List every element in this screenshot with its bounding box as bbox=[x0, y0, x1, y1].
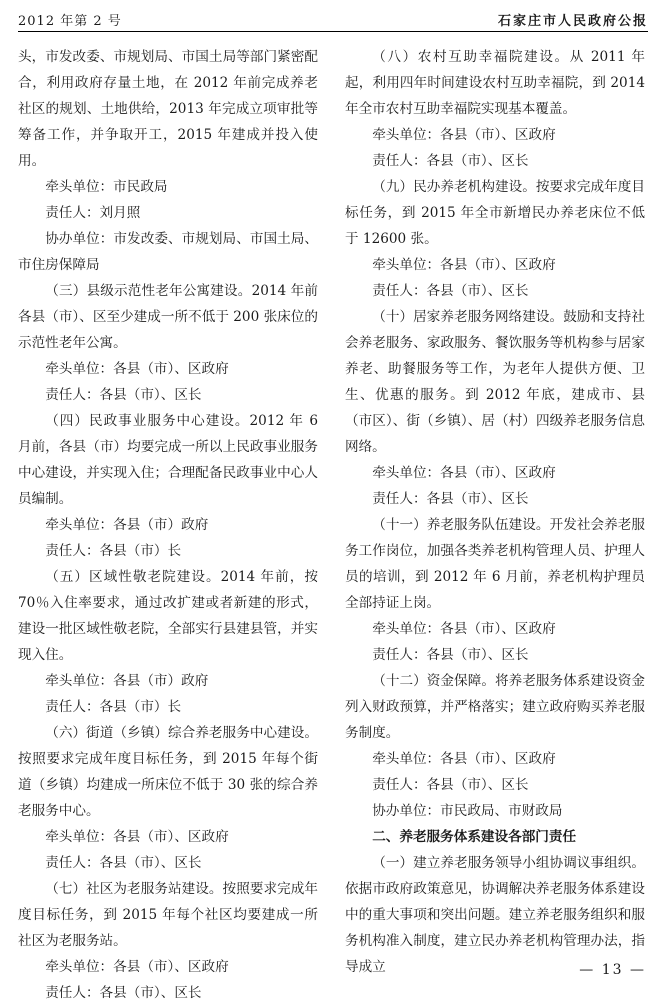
item-body: 按要求完成年度目标任务，到 2015 年全市新增民办养老床位不低于 12600 张。 bbox=[345, 179, 646, 247]
item-heading: （八）农村互助幸福院建设。 bbox=[372, 49, 570, 65]
responsible-person: 责任人：各县（市）、区长 bbox=[372, 647, 529, 663]
lead-unit: 牵头单位：各县（市）、区政府 bbox=[45, 959, 229, 975]
item-heading: （七）社区为老服务站建设。 bbox=[45, 881, 223, 897]
paragraph: 头，市发改委、市规划局、市国土局等部门紧密配合，利用政府存量土地，在 2012 年前完成养老社区的规划、土地供给，2013 年完成立项审批等筹备工作，并争取开工，2015 年建成并投入使用。 bbox=[18, 49, 318, 169]
responsible-person: 责任人：各县（市）、区长 bbox=[45, 855, 202, 871]
running-header bbox=[18, 8, 648, 30]
responsible-person: 责任人：各县（市）、区长 bbox=[372, 153, 529, 169]
lead-unit: 牵头单位：各县（市）、区政府 bbox=[372, 257, 556, 273]
paragraph bbox=[18, 720, 318, 824]
item-body: 2014 年前各县（市）、区至少建成一所不低于 200 张床位的示范性老年公寓。 bbox=[18, 283, 318, 351]
lead-unit: 牵头单位：市民政局 bbox=[45, 179, 168, 195]
responsible-person: 责任人：各县（市）、区长 bbox=[372, 283, 529, 299]
item-body: 2012 年 6 月前，各县（市）均要完成一所以上民政事业服务中心建设，并实现入住；合理配备民政事业中心人员编制。 bbox=[18, 413, 318, 507]
item-heading: （四）民政事业服务中心建设。 bbox=[45, 413, 250, 429]
lead-unit: 牵头单位：各县（市）政府 bbox=[45, 673, 209, 689]
responsible-person: 责任人：刘月照 bbox=[45, 205, 141, 221]
paragraph bbox=[345, 512, 645, 616]
item-body: 开发社会养老服务工作岗位，加强各类养老机构管理人员、护理人员的培训，到 2012 年 6 月前，养老机构护理员全部持证上岗。 bbox=[345, 517, 645, 611]
paragraph bbox=[18, 278, 318, 356]
paragraph bbox=[345, 850, 645, 980]
paragraph bbox=[345, 44, 645, 122]
item-heading: （九）民办养老机构建设。 bbox=[372, 179, 536, 195]
lead-unit: 牵头单位：各县（市）、区政府 bbox=[45, 361, 229, 377]
section-heading: 二、养老服务体系建设各部门责任 bbox=[372, 829, 577, 845]
item-body: 按照要求完成年度目标任务，到 2015 年每个街道（乡镇）均建成一所床位不低于 30 张的综合养老服务中心。 bbox=[18, 751, 318, 819]
assisting-units: 协办单位：市民政局、市财政局 bbox=[372, 803, 563, 819]
paragraph bbox=[345, 304, 645, 460]
publication-title: 石家庄市人民政府公报 bbox=[497, 14, 648, 29]
lead-unit: 牵头单位：各县（市）、区政府 bbox=[372, 127, 556, 143]
paragraph bbox=[345, 174, 645, 252]
item-heading: （一）建立养老服务领导小组协调议事组织。 bbox=[372, 855, 645, 871]
responsible-person: 责任人：各县（市）、区长 bbox=[372, 777, 529, 793]
assisting-units: 协办单位：市发改委、市规划局、市国土局、市住房保障局 bbox=[18, 231, 318, 273]
item-body: 鼓励和支持社会养老服务、家政服务、餐饮服务等机构参与居家养老、助餐服务等工作，为老年人提供方便、卫生、优惠的服务。到 2012 年底，建成市、县（市区）、街（乡镇）、居（村）四级养老服务信息网络。 bbox=[345, 309, 646, 455]
item-body: 将养老服务体系建设资金列入财政预算，并严格落实；建立政府购买养老服务制度。 bbox=[345, 673, 646, 741]
item-body: 依据市政府政策意见，协调解决养老服务体系建设中的重大事项和突出问题。建立养老服务组织和服务机构准入制度，建立民办养老机构管理办法，指导成立 bbox=[345, 881, 645, 975]
paragraph bbox=[345, 668, 645, 746]
item-heading: （五）区域性敬老院建设。 bbox=[45, 569, 221, 585]
lead-unit: 牵头单位：各县（市）、区政府 bbox=[372, 751, 556, 767]
paragraph bbox=[18, 564, 318, 668]
issue-label: 2012 年第 2 号 bbox=[18, 14, 122, 29]
item-heading: （三）县级示范性老年公寓建设。 bbox=[45, 283, 252, 299]
item-heading: （十）居家养老服务网络建设。 bbox=[372, 309, 564, 325]
lead-unit: 牵头单位：各县（市）、区政府 bbox=[372, 465, 556, 481]
left-column bbox=[18, 44, 318, 1006]
responsible-person: 责任人：各县（市）、区长 bbox=[45, 387, 202, 403]
right-column bbox=[345, 44, 645, 980]
responsible-person: 责任人：各县（市）、区长 bbox=[45, 985, 202, 1001]
paragraph bbox=[18, 876, 318, 954]
item-body: 从 2011 年起，利用四年时间建设农村互助幸福院，到 2014 年全市农村互助幸福院实现基本覆盖。 bbox=[345, 49, 646, 117]
paragraph bbox=[18, 408, 318, 512]
page-number: — 13 — bbox=[579, 962, 646, 978]
responsible-person: 责任人：各县（市）长 bbox=[45, 543, 182, 559]
item-heading: （六）街道（乡镇）综合养老服务中心建设。 bbox=[45, 725, 318, 741]
responsible-person: 责任人：各县（市）、区长 bbox=[372, 491, 529, 507]
lead-unit: 牵头单位：各县（市）、区政府 bbox=[45, 829, 229, 845]
header-rule bbox=[18, 31, 648, 32]
item-body: 按照要求完成年度目标任务，到 2015 年每个社区均要建成一所社区为老服务站。 bbox=[18, 881, 318, 949]
responsible-person: 责任人：各县（市）长 bbox=[45, 699, 182, 715]
lead-unit: 牵头单位：各县（市）、区政府 bbox=[372, 621, 556, 637]
item-heading: （十一）养老服务队伍建设。 bbox=[372, 517, 550, 533]
lead-unit: 牵头单位：各县（市）政府 bbox=[45, 517, 209, 533]
item-heading: （十二）资金保障。 bbox=[372, 673, 495, 689]
item-body: 2014 年前，按 70％入住率要求，通过改扩建或者新建的形式，建设一批区域性敬老院，全部实行县建县管，并实现入住。 bbox=[18, 569, 318, 663]
